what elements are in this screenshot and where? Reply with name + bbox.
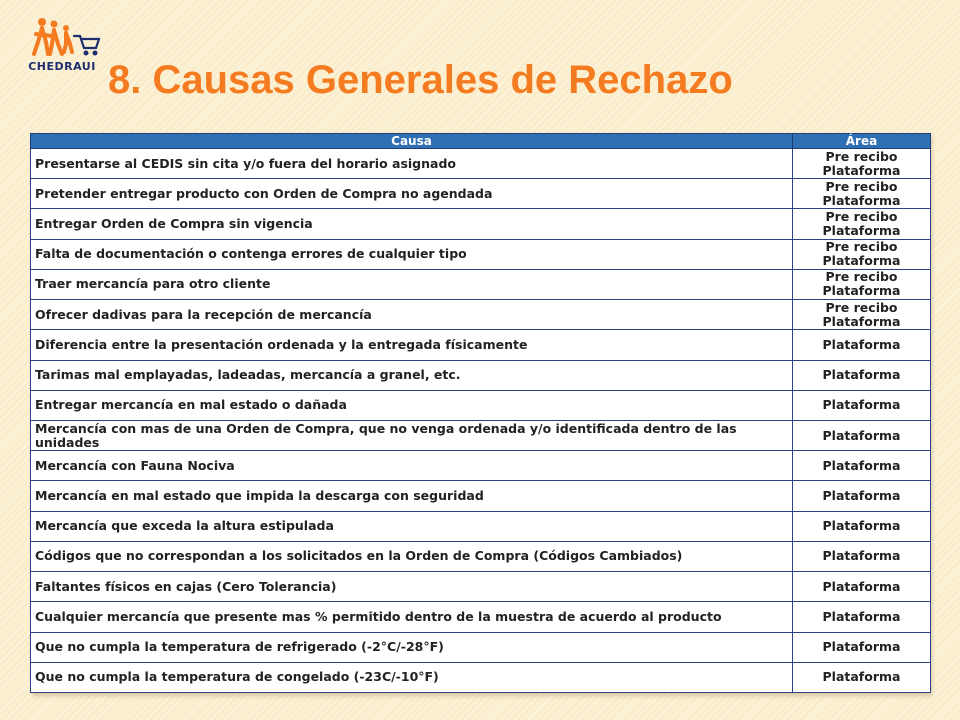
cause-cell: Mercancía con mas de una Orden de Compra, que no venga ordenada y/o identificada dentro de las unidades [31,420,793,450]
cause-cell: Faltantes físicos en cajas (Cero Tolerancia) [31,572,793,602]
table-row [31,390,931,420]
area-label: Plataforma [822,223,901,239]
area-label: Pre recibo [825,269,898,285]
area-label: Pre recibo [825,178,898,194]
table-row [31,239,931,269]
area-label: Plataforma [822,192,901,208]
table-row [31,209,931,239]
cause-cell: Ofrecer dadivas para la recepción de mercancía [31,300,793,330]
chedraui-logo [8,12,116,78]
cause-cell: Cualquier mercancía que presente mas % permitido dentro de la muestra de acuerdo al producto [31,602,793,632]
area-label: Plataforma [822,367,901,383]
cause-cell: Que no cumpla la temperatura de refrigerado (-2°C/-28°F) [31,632,793,662]
cause-cell: Diferencia entre la presentación ordenada y la entregada físicamente [31,330,793,360]
area-cell [793,149,931,179]
area-label: Plataforma [822,669,901,685]
rejection-causes-table [30,133,931,693]
area-label: Plataforma [822,253,901,269]
cause-cell: Que no cumpla la temperatura de congelado (-23C/-10°F) [31,662,793,692]
area-label: Plataforma [822,283,901,299]
table-row [31,300,931,330]
table-row [31,511,931,541]
area-label: Plataforma [822,427,901,443]
shopping-family-cart-icon [8,12,116,60]
logo-text: CHEDRAUI [28,60,96,73]
area-cell [793,662,931,692]
area-cell [793,632,931,662]
area-label: Plataforma [822,457,901,473]
area-label: Plataforma [822,548,901,564]
area-label: Pre recibo [825,299,898,315]
area-cell [793,209,931,239]
table-row [31,572,931,602]
table-row [31,481,931,511]
area-label: Plataforma [822,162,901,178]
table-row [31,632,931,662]
column-header-causa: Causa [31,134,793,149]
area-cell [793,330,931,360]
area-cell [793,511,931,541]
area-label: Plataforma [822,518,901,534]
area-cell [793,451,931,481]
cause-cell: Tarimas mal emplayadas, ladeadas, mercancía a granel, etc. [31,360,793,390]
cause-cell: Mercancía que exceda la altura estipulada [31,511,793,541]
table-row [31,420,931,450]
area-cell [793,420,931,450]
area-cell [793,360,931,390]
area-cell [793,390,931,420]
area-label: Pre recibo [825,209,898,225]
table-row [31,541,931,571]
cause-cell: Entregar Orden de Compra sin vigencia [31,209,793,239]
area-label: Plataforma [822,488,901,504]
area-label: Pre recibo [825,239,898,255]
area-cell [793,269,931,299]
cause-cell: Mercancía en mal estado que impida la descarga con seguridad [31,481,793,511]
area-cell [793,239,931,269]
area-cell [793,602,931,632]
table-row [31,451,931,481]
page-title: 8. Causas Generales de Rechazo [108,58,733,102]
cause-cell: Pretender entregar producto con Orden de Compra no agendada [31,179,793,209]
area-cell [793,481,931,511]
area-label: Plataforma [822,639,901,655]
table-row [31,602,931,632]
cause-cell: Entregar mercancía en mal estado o dañada [31,390,793,420]
cause-cell: Traer mercancía para otro cliente [31,269,793,299]
cause-cell: Mercancía con Fauna Nociva [31,451,793,481]
area-label: Plataforma [822,608,901,624]
table-header-row [31,134,931,149]
area-label: Pre recibo [825,148,898,164]
column-header-area: Área [793,134,931,149]
cause-cell: Códigos que no correspondan a los solicitados en la Orden de Compra (Códigos Cambiados) [31,541,793,571]
table-row [31,360,931,390]
table-row [31,330,931,360]
table-row [31,179,931,209]
area-cell [793,179,931,209]
area-label: Plataforma [822,313,901,329]
area-label: Plataforma [822,336,901,352]
cause-cell: Falta de documentación o contenga errores de cualquier tipo [31,239,793,269]
area-label: Plataforma [822,397,901,413]
area-cell [793,300,931,330]
rejection-causes-table-container [30,133,930,693]
table-row [31,269,931,299]
table-row [31,149,931,179]
area-cell [793,572,931,602]
area-cell [793,541,931,571]
table-row [31,662,931,692]
area-label: Plataforma [822,578,901,594]
cause-cell: Presentarse al CEDIS sin cita y/o fuera del horario asignado [31,149,793,179]
table-body [31,149,931,693]
